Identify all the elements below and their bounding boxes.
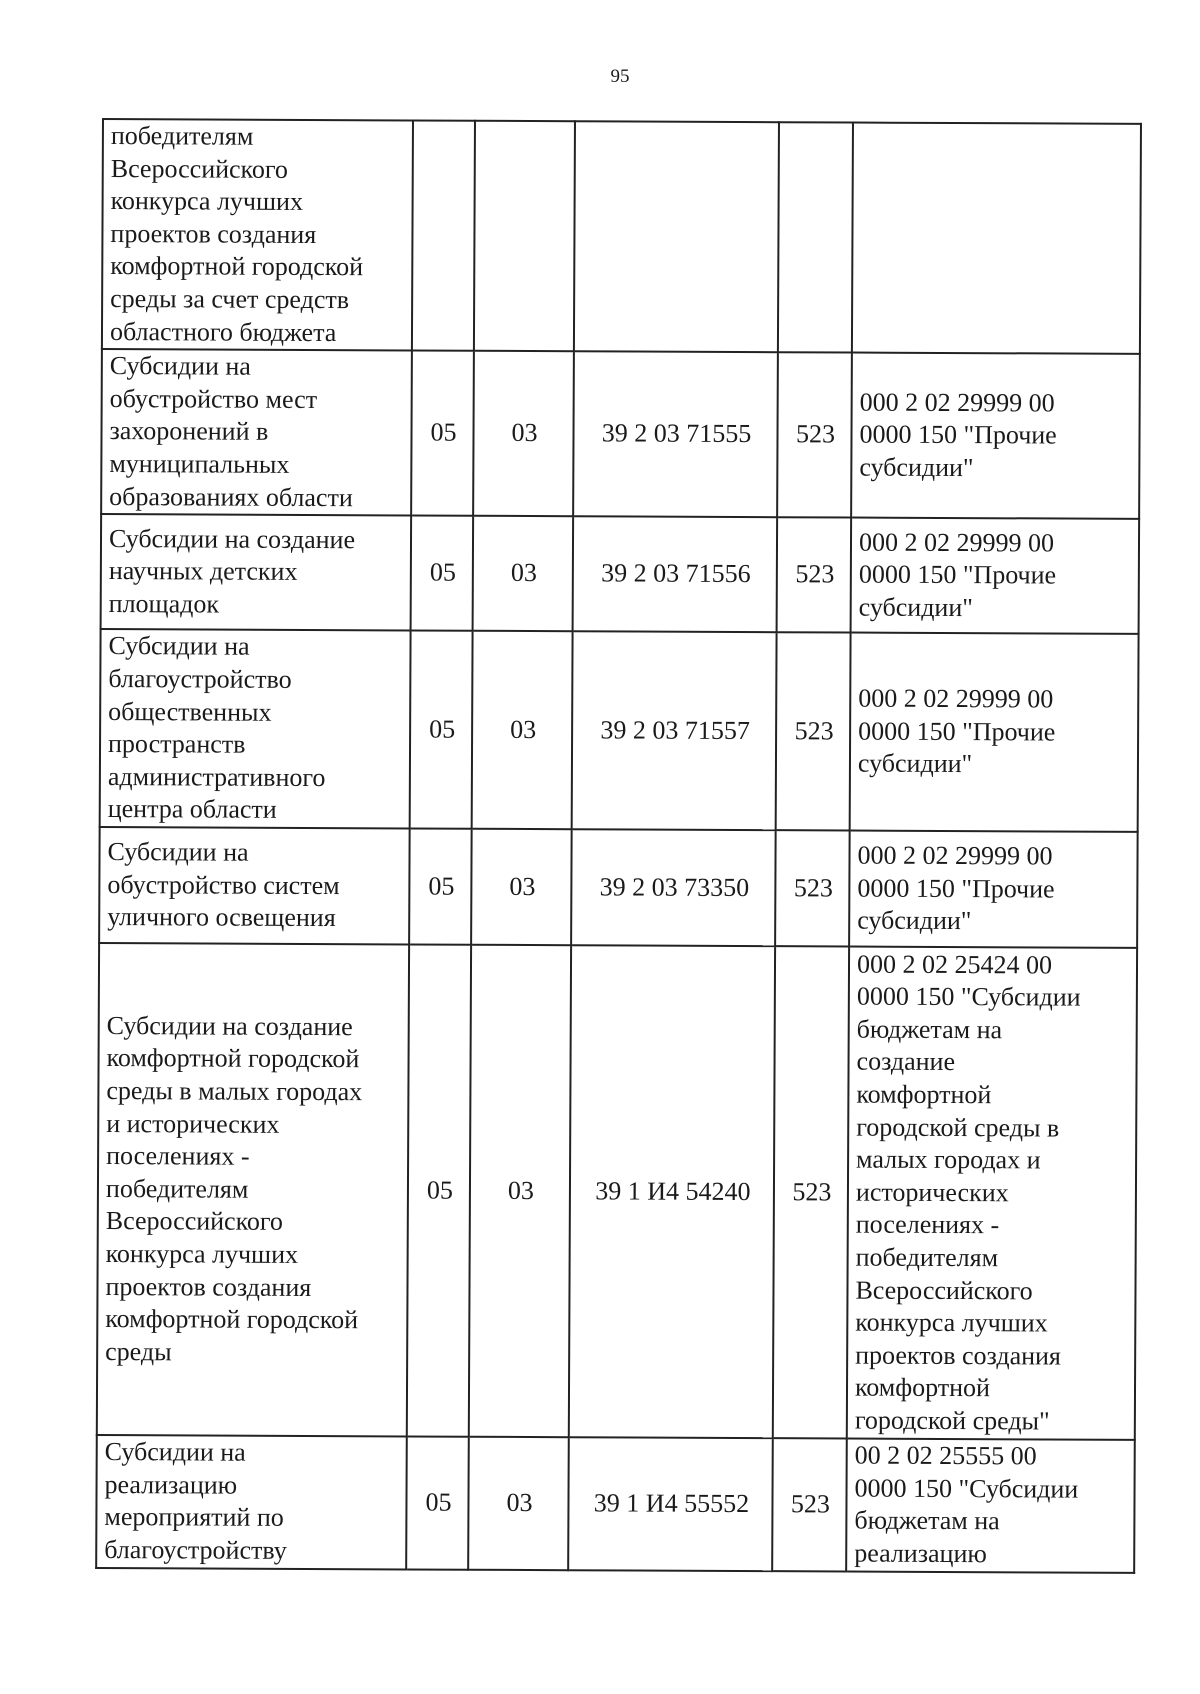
cell-subsection: 03: [471, 829, 572, 945]
cell-expense-type: 523: [775, 830, 850, 946]
cell-revenue-source: 000 2 02 25424 00 0000 150 "Субсидии бюджетам на создание комфортной городской среды в малых городах и исторических поселениях - победителям Всероссийского конкурса лучших проектов создания комфортной городской среды": [847, 947, 1137, 1440]
cell-section: [412, 120, 475, 350]
cell-section: 05: [410, 631, 473, 829]
cell-section: 05: [409, 829, 472, 945]
table-row: [100, 629, 1139, 832]
page-number: 95: [610, 66, 630, 87]
cell-expense-type: 523: [777, 352, 852, 517]
cell-section: 05: [406, 1437, 469, 1570]
cell-name: Субсидии на обустройство мест захоронений в муниципальных образованиях области: [101, 349, 412, 515]
cell-target-article: 39 2 03 71557: [572, 631, 777, 830]
cell-expense-type: 523: [772, 1438, 847, 1571]
cell-subsection: 03: [469, 945, 571, 1437]
cell-name: Субсидии на обустройство систем уличного освещения: [99, 827, 410, 944]
cell-target-article: 39 2 03 73350: [571, 829, 776, 946]
table-row: [97, 943, 1137, 1440]
cell-subsection: 03: [473, 351, 574, 516]
table-row: [102, 119, 1141, 354]
cell-target-article: 39 1 И4 55552: [568, 1437, 773, 1570]
cell-subsection: 03: [472, 631, 573, 829]
cell-subsection: [474, 121, 575, 352]
cell-revenue-source: 000 2 02 29999 00 0000 150 "Прочие субсидии": [851, 518, 1140, 634]
table-row: [101, 514, 1140, 634]
cell-name: Субсидии на создание комфортной городской среды в малых городах и исторических поселениях - победителям Всероссийского конкурса лучших проектов создания комфортной городской среды: [97, 943, 409, 1436]
table-body: [96, 119, 1141, 1572]
table-row: [101, 349, 1140, 519]
cell-revenue-source: 000 2 02 29999 00 0000 150 "Прочие субсидии": [851, 353, 1140, 519]
cell-target-article: [574, 121, 779, 352]
cell-subsection: 03: [468, 1437, 569, 1570]
cell-name: Субсидии на реализацию мероприятий по благоустройству: [96, 1435, 407, 1569]
cell-revenue-source: 00 2 02 25555 00 0000 150 "Субсидии бюджетам на реализацию: [846, 1439, 1135, 1573]
cell-name: Субсидии на создание научных детских площадок: [101, 514, 412, 630]
table-row: [99, 827, 1138, 948]
cell-revenue-source: [852, 123, 1141, 355]
cell-revenue-source: 000 2 02 29999 00 0000 150 "Прочие субсидии": [849, 831, 1138, 948]
cell-subsection: 03: [473, 516, 574, 631]
cell-expense-type: 523: [776, 632, 851, 830]
cell-target-article: 39 2 03 71556: [573, 516, 778, 632]
cell-name: Субсидии на благоустройство общественных пространств административного центра области: [100, 629, 411, 828]
table-row: [96, 1435, 1135, 1572]
budget-table: [95, 118, 1142, 1573]
cell-section: 05: [411, 351, 474, 516]
cell-revenue-source: 000 2 02 29999 00 0000 150 "Прочие субсидии": [850, 633, 1139, 832]
cell-name: победителям Всероссийского конкурса лучших проектов создания комфортной городской среды за счет средств областного бюджета: [102, 119, 413, 351]
cell-section: 05: [407, 945, 471, 1437]
cell-target-article: 39 2 03 71555: [573, 351, 778, 517]
cell-expense-type: 523: [777, 517, 852, 632]
cell-section: 05: [411, 516, 474, 631]
cell-expense-type: 523: [773, 946, 849, 1438]
cell-expense-type: [778, 122, 853, 353]
cell-target-article: 39 1 И4 54240: [569, 945, 775, 1438]
